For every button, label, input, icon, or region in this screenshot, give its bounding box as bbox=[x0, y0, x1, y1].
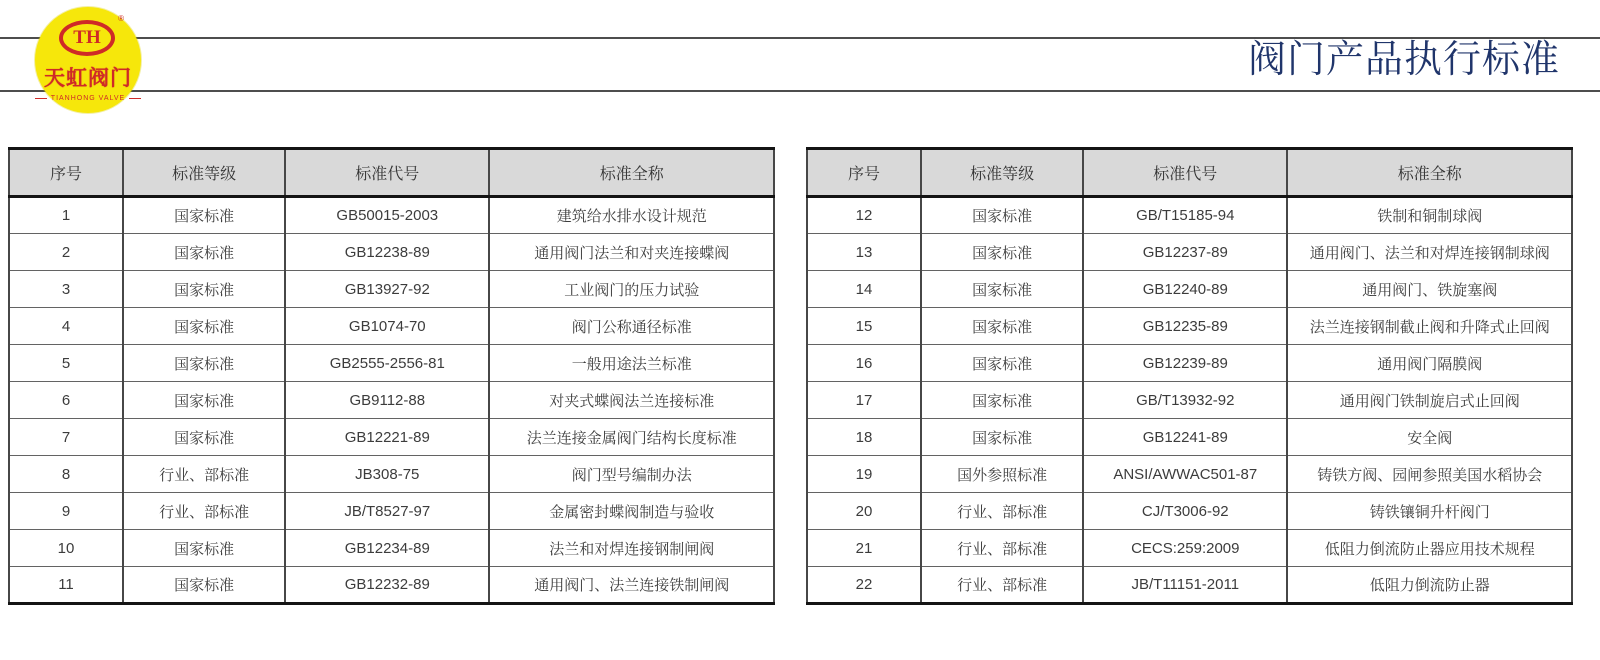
table-row bbox=[9, 419, 774, 456]
table-cell: 国家标准 bbox=[921, 234, 1083, 271]
table-cell: 8 bbox=[9, 456, 123, 493]
table-cell: 国家标准 bbox=[123, 271, 285, 308]
table-row bbox=[807, 493, 1572, 530]
table-cell: 安全阀 bbox=[1287, 419, 1572, 456]
table-cell: 2 bbox=[9, 234, 123, 271]
table-cell: GB12241-89 bbox=[1083, 419, 1287, 456]
table-header-row bbox=[807, 149, 1572, 197]
table-cell: 通用阀门法兰和对夹连接蝶阀 bbox=[489, 234, 774, 271]
table-cell: CECS:259:2009 bbox=[1083, 530, 1287, 567]
logo-dash-right bbox=[129, 98, 141, 99]
table-row bbox=[807, 271, 1572, 308]
column-header: 序号 bbox=[807, 149, 921, 197]
table-cell: 对夹式蝶阀法兰连接标准 bbox=[489, 382, 774, 419]
table-cell: 铸铁镶铜升杆阀门 bbox=[1287, 493, 1572, 530]
table-row bbox=[9, 345, 774, 382]
table-cell: 铁制和铜制球阀 bbox=[1287, 197, 1572, 234]
table-cell: 通用阀门、铁旋塞阀 bbox=[1287, 271, 1572, 308]
table-row bbox=[807, 308, 1572, 345]
table-cell: 9 bbox=[9, 493, 123, 530]
table-cell: 阀门型号编制办法 bbox=[489, 456, 774, 493]
table-cell: 行业、部标准 bbox=[921, 530, 1083, 567]
table-row bbox=[807, 456, 1572, 493]
table-cell: 国家标准 bbox=[123, 345, 285, 382]
table-cell: 5 bbox=[9, 345, 123, 382]
table-cell: JB/T8527-97 bbox=[285, 493, 489, 530]
table-cell: 行业、部标准 bbox=[123, 493, 285, 530]
table-cell: 国家标准 bbox=[921, 271, 1083, 308]
table-cell: 国家标准 bbox=[921, 197, 1083, 234]
table-row bbox=[9, 530, 774, 567]
table-cell: 国家标准 bbox=[123, 567, 285, 604]
table-row bbox=[807, 530, 1572, 567]
table-cell: GB50015-2003 bbox=[285, 197, 489, 234]
table-row bbox=[807, 382, 1572, 419]
table-cell: 12 bbox=[855, 207, 873, 224]
table-cell: 1 bbox=[61, 207, 71, 224]
column-header: 标准代号 bbox=[1083, 149, 1287, 197]
table-cell: JB308-75 bbox=[285, 456, 489, 493]
table-cell: 法兰连接金属阀门结构长度标准 bbox=[489, 419, 774, 456]
table-row bbox=[9, 271, 774, 308]
table-cell: 13 bbox=[807, 234, 921, 271]
table-cell: 国家标准 bbox=[921, 308, 1083, 345]
table-row bbox=[807, 197, 1572, 234]
logo-company-subtitle bbox=[35, 95, 141, 102]
table-row bbox=[807, 419, 1572, 456]
table-cell: 国家标准 bbox=[921, 382, 1083, 419]
column-header: 标准等级 bbox=[921, 149, 1083, 197]
page-title: 阀门产品执行标准 bbox=[1247, 39, 1560, 81]
table-cell: 3 bbox=[9, 271, 123, 308]
table-cell: 22 bbox=[807, 567, 921, 604]
logo-dash-left bbox=[35, 98, 47, 99]
column-header: 标准代号 bbox=[285, 149, 489, 197]
table-cell: 4 bbox=[9, 308, 123, 345]
table-cell: ANSI/AWWAC501-87 bbox=[1083, 456, 1287, 493]
table-cell: 15 bbox=[807, 308, 921, 345]
logo-emblem-letters: TH bbox=[73, 27, 101, 48]
table-cell: 工业阀门的压力试验 bbox=[489, 271, 774, 308]
table-cell: 通用阀门铁制旋启式止回阀 bbox=[1287, 382, 1572, 419]
table-cell: 国家标准 bbox=[123, 382, 285, 419]
table-cell: 国家标准 bbox=[123, 308, 285, 345]
standards-table-right bbox=[806, 147, 1573, 605]
table-cell: 7 bbox=[9, 419, 123, 456]
table-cell: 建筑给水排水设计规范 bbox=[489, 197, 774, 234]
table-cell: CJ/T3006-92 bbox=[1083, 493, 1287, 530]
table-row bbox=[9, 382, 774, 419]
table-cell: GB1074-70 bbox=[285, 308, 489, 345]
header-bottom-rule bbox=[0, 90, 1600, 92]
table-cell: 通用阀门、法兰和对焊连接钢制球阀 bbox=[1287, 234, 1572, 271]
table-cell: 行业、部标准 bbox=[921, 493, 1083, 530]
table-cell: GB12234-89 bbox=[285, 530, 489, 567]
table-cell: 国家标准 bbox=[921, 419, 1083, 456]
table-cell: 通用阀门、法兰连接铁制闸阀 bbox=[489, 567, 774, 604]
registered-trademark-icon: ® bbox=[118, 14, 124, 23]
tables-container bbox=[8, 147, 1573, 605]
standards-table-left bbox=[8, 147, 775, 605]
table-cell: GB12240-89 bbox=[1083, 271, 1287, 308]
table-row bbox=[9, 493, 774, 530]
table-cell: 18 bbox=[807, 419, 921, 456]
column-header: 序号 bbox=[9, 149, 123, 197]
table-cell: GB2555-2556-81 bbox=[285, 345, 489, 382]
table-cell: 行业、部标准 bbox=[123, 456, 285, 493]
table-cell: 17 bbox=[807, 382, 921, 419]
table-cell: GB9112-88 bbox=[285, 382, 489, 419]
table-cell: 低阻力倒流防止器 bbox=[1287, 567, 1572, 604]
table-cell: 19 bbox=[807, 456, 921, 493]
logo-emblem-wrap bbox=[59, 14, 124, 58]
table-header-row bbox=[9, 149, 774, 197]
logo-subtitle-text: TIANHONG VALVE bbox=[50, 95, 126, 102]
table-cell: GB12221-89 bbox=[285, 419, 489, 456]
column-header: 标准全称 bbox=[1287, 149, 1572, 197]
table-cell: 通用阀门隔膜阀 bbox=[1287, 345, 1572, 382]
table-cell: 国家标准 bbox=[123, 197, 285, 234]
table-cell: GB/T15185-94 bbox=[1083, 197, 1287, 234]
table-cell: GB12235-89 bbox=[1083, 308, 1287, 345]
table-cell: GB/T13932-92 bbox=[1083, 382, 1287, 419]
table-cell: 20 bbox=[807, 493, 921, 530]
table-cell: 国家标准 bbox=[123, 530, 285, 567]
table-row bbox=[9, 308, 774, 345]
table-cell: 16 bbox=[807, 345, 921, 382]
table-cell: 国家标准 bbox=[921, 345, 1083, 382]
table-cell: 行业、部标准 bbox=[921, 567, 1083, 604]
table-cell: 21 bbox=[807, 530, 921, 567]
table-row bbox=[807, 345, 1572, 382]
table-cell: 低阻力倒流防止器应用技术规程 bbox=[1287, 530, 1572, 567]
table-cell: GB13927-92 bbox=[285, 271, 489, 308]
table-cell: 阀门公称通径标准 bbox=[489, 308, 774, 345]
table-row bbox=[9, 456, 774, 493]
table-row bbox=[9, 197, 774, 234]
table-row bbox=[9, 567, 774, 604]
table-cell: 国家标准 bbox=[123, 234, 285, 271]
table-row bbox=[807, 567, 1572, 604]
column-header: 标准全称 bbox=[489, 149, 774, 197]
table-cell: JB/T11151-2011 bbox=[1083, 567, 1287, 604]
table-row bbox=[807, 234, 1572, 271]
table-cell: 一般用途法兰标准 bbox=[489, 345, 774, 382]
logo-company-name: 天虹阀门 bbox=[44, 67, 132, 90]
table-cell: 11 bbox=[9, 567, 123, 604]
table-cell: 铸铁方阀、园闸参照美国水稻协会 bbox=[1287, 456, 1572, 493]
table-cell: 10 bbox=[9, 530, 123, 567]
table-row bbox=[9, 234, 774, 271]
company-logo bbox=[35, 7, 141, 113]
table-cell: GB12238-89 bbox=[285, 234, 489, 271]
table-cell: GB12239-89 bbox=[1083, 345, 1287, 382]
column-header: 标准等级 bbox=[123, 149, 285, 197]
table-cell: GB12237-89 bbox=[1083, 234, 1287, 271]
table-cell: GB12232-89 bbox=[285, 567, 489, 604]
table-cell: 6 bbox=[9, 382, 123, 419]
table-cell: 国家标准 bbox=[123, 419, 285, 456]
table-cell: 法兰和对焊连接钢制闸阀 bbox=[489, 530, 774, 567]
table-cell: 国外参照标准 bbox=[921, 456, 1083, 493]
table-cell: 14 bbox=[807, 271, 921, 308]
table-cell: 法兰连接钢制截止阀和升降式止回阀 bbox=[1287, 308, 1572, 345]
table-cell: 金属密封蝶阀制造与验收 bbox=[489, 493, 774, 530]
th-emblem-icon bbox=[59, 20, 115, 56]
